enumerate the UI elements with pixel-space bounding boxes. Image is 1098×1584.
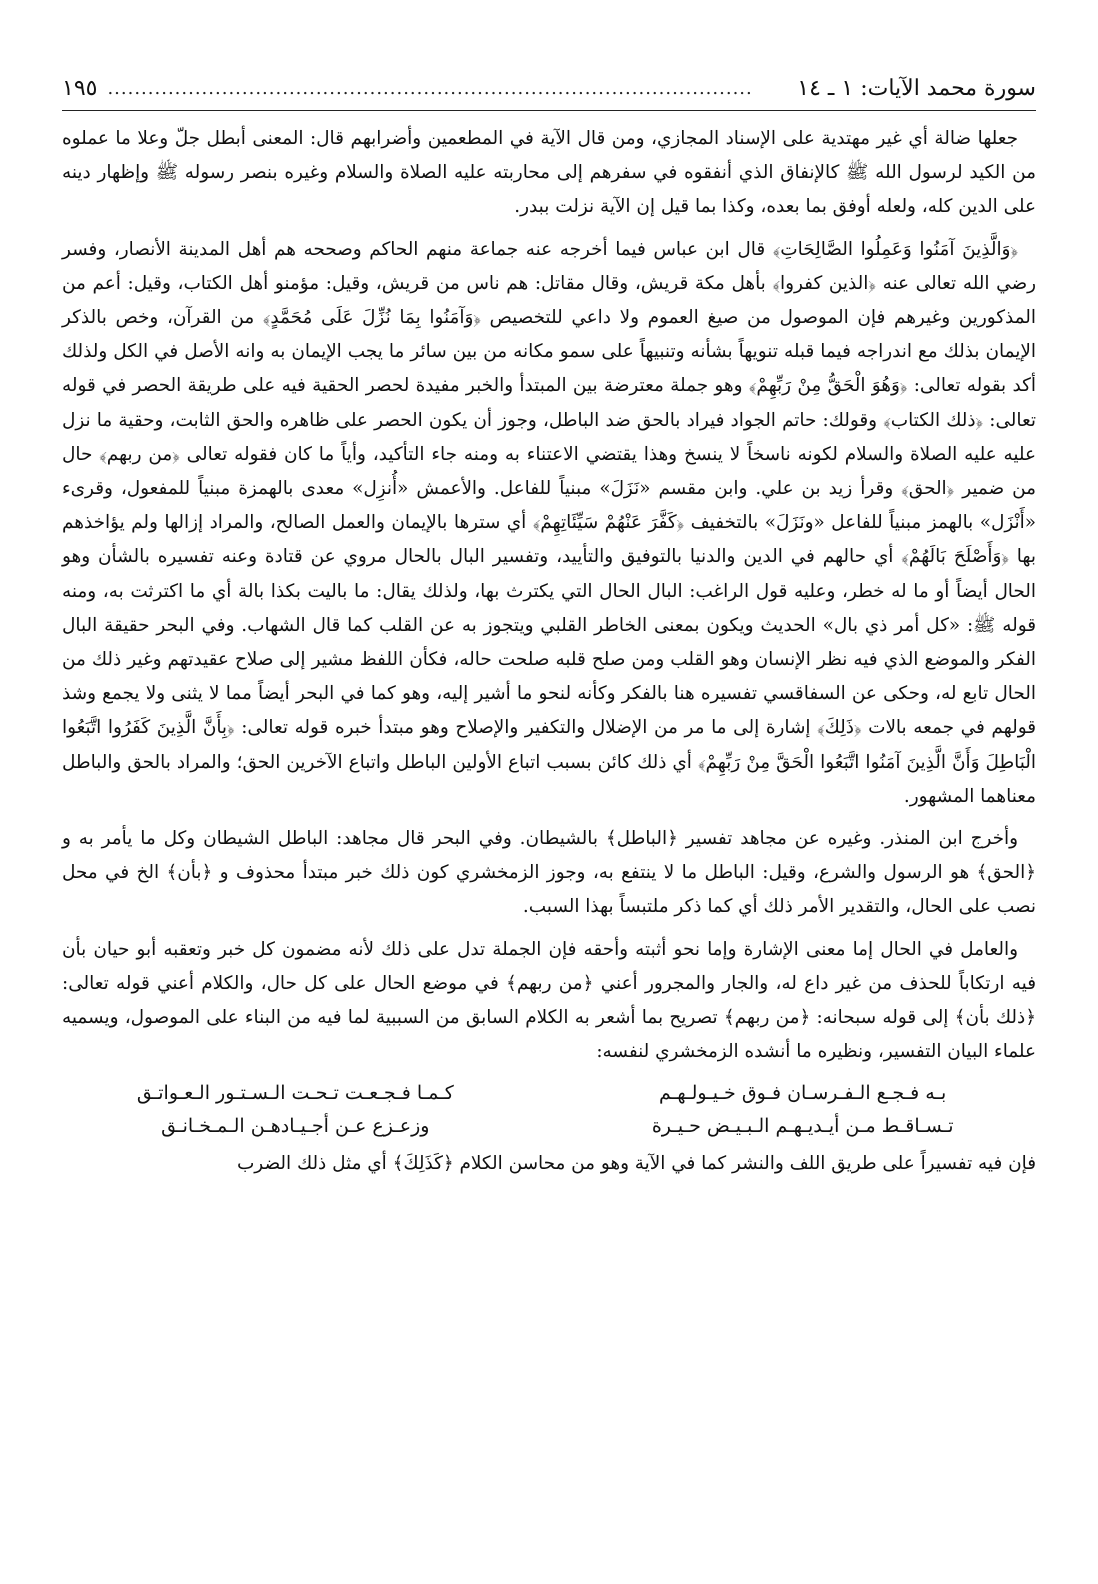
- running-header: [62, 68, 1036, 108]
- poem-hemistich-first: تـسـاقـط مـن أيـديـهـم الـبـيـض حـيـرة: [651, 1115, 954, 1138]
- paragraph-final: فإن فيه تفسيراً على طريق اللف والنشر كما في الآية وهو من محاسن الكلام ﴿كَذَلِكَ﴾ أي مثل ذلك الضرب: [236, 1153, 1036, 1175]
- poem-hemistich-first: بـه فـجـع الـفـرسـان فـوق خـيـولـهـم: [659, 1082, 947, 1105]
- poem-block: [62, 1077, 1036, 1143]
- poem-line: [62, 1077, 1036, 1110]
- page-number: ١٩٥: [62, 75, 98, 101]
- paragraph-3: وأخرج ابن المنذر. وغيره عن مجاهد تفسير ﴿الباطل﴾ بالشيطان. وفي البحر قال مجاهد: الباطل الشيطان وكل ما يأمر به و ﴿الحق﴾ هو الرسول والشرع، وقيل: الباطل ما لا ينتفع به، وجوز الزمخشري كون ذلك خبر مبتدأ محذوف و ﴿بأن﴾ الخ في محل نصب على الحال، والتقدير الأمر ذلك أي كما ذكر ملتبساً بهذا السبب.: [62, 828, 1036, 918]
- poem-hemistich-second: كـمـا فـجـعـت تـحـت الـسـتـور الـعـواتـق: [136, 1082, 454, 1105]
- header-leader-dots: ................................................................................................: [107, 77, 753, 99]
- page-body: [62, 122, 1036, 1190]
- header-divider: [62, 110, 1036, 111]
- poem-line: [62, 1110, 1036, 1143]
- header-title: سورة محمد الآيات: ١ ـ ١٤: [797, 75, 1036, 101]
- poem-hemistich-second: وزعـزع عـن أجـيـادهـن الـمـخـانـق: [161, 1115, 430, 1138]
- paragraph-1: جعلها ضالة أي غير مهتدية على الإسناد المجازي، ومن قال الآية في المطعمين وأضرابهم قال: المعنى أبطل جلّ وعلا ما عملوه من الكيد لرسول الله ﷺ كالإنفاق الذي أنفقوه في سفرهم إلى محاربته عليه الصلاة والسلام وغيره بنصر رسوله ﷺ وإظهار دينه على الدين كله، ولعله أوفق بما بعده، وكذا بما قيل إن الآية نزلت ببدر.: [62, 128, 1036, 218]
- paragraph-2: ﴿وَالَّذِينَ آمَنُوا وَعَمِلُوا الصَّالِحَاتِ﴾ قال ابن عباس فيما أخرجه عنه جماعة منهم الحاكم وصححه هم أهل المدينة الأنصار، وفسر رضي الله تعالى عنه ﴿الذين كفروا﴾ بأهل مكة قريش، وقال مقاتل: هم ناس من قريش، وقيل: مؤمنو أهل الكتاب، وقيل: أعم من المذكورين وغيرهم فإن الموصول من صيغ العموم ولا داعي للتخصيص ﴿وَآمَنُوا بِمَا نُزِّلَ عَلَى مُحَمَّدٍ﴾ من القرآن، وخص بالذكر الإيمان بذلك مع اندراجه فيما قبله تنويهاً بشأنه وتنبيهاً على سمو مكانه من بين سائر ما يجب الإيمان به وانه الأصل في الكل ولذلك أكد بقوله تعالى: ﴿وَهُوَ الْحَقُّ مِنْ رَبِّهِمْ﴾ وهو جملة معترضة بين المبتدأ والخبر مفيدة لحصر الحقية فيه على طريقة الحصر في قوله تعالى: ﴿ذلك الكتاب﴾ وقولك: حاتم الجواد فيراد بالحق ضد الباطل، وجوز أن يكون الحصر على ظاهره والحق الثابت، وحقية ما نزل عليه عليه الصلاة والسلام لكونه ناسخاً لا ينسخ وهذا يقتضي الاعتناء به ومنه جاء التأكيد، وأياً ما كان فقوله تعالى ﴿من ربهم﴾ حال من ضمير ﴿الحق﴾ وقرأ زيد بن علي. وابن مقسم «نَزَلَ» مبنياً للفاعل. والأعمش «أُنزِل» معدى بالهمزة مبنياً للمفعول، وقرىء «أَنْزَل» بالهمز مبنياً للفاعل «ونَزَلَ» بالتخفيف ﴿كَفَّرَ عَنْهُمْ سَيِّئَاتِهِمْ﴾ أي سترها بالإيمان والعمل الصالح، والمراد إزالها ولم يؤاخذهم بها ﴿وَأَصْلَحَ بَالَهُمْ﴾ أي حالهم في الدين والدنيا بالتوفيق والتأييد، وتفسير البال بالحال مروي عن قتادة وعنه تفسيره بالشأن وهو الحال أيضاً أو ما له خطر، وعليه قول الراغب: البال الحال التي يكترث بها، ولذلك يقال: ما باليت بكذا بالة أي ما اكترثت به، ومنه قوله ﷺ: «كل أمر ذي بال» الحديث ويكون بمعنى الخاطر القلبي ويتجوز به عن القلب كما قال الشهاب. وفي البحر حقيقة البال الفكر والموضع الذي فيه نظر الإنسان وهو القلب ومن صلح قلبه صلحت حاله، فكأن اللفظ مشير إلى صلاح عقيدتهم وغير ذلك من الحال تابع له، وحكى عن السفاقسي تفسيره هنا بالفكر وكأنه لنحو ما أشير إليه، وهو كما في البحر أيضاً مما لا يثنى ولا يجمع وشذ قولهم في جمعه بالات ﴿ذَلِكَ﴾ إشارة إلى ما مر من الإضلال والتكفير والإصلاح وهو مبتدأ خبره قوله تعالى: ﴿بِأَنَّ الَّذِينَ كَفَرُوا اتَّبَعُوا الْبَاطِلَ وَأَنَّ الَّذِينَ آمَنُوا اتَّبَعُوا الْحَقَّ مِنْ رَبِّهِمْ﴾ أي ذلك كائن بسبب اتباع الأولين الباطل واتباع الآخرين الحق؛ والمراد بالحق والباطل معناهما المشهور.: [62, 238, 1036, 807]
- paragraph-4: والعامل في الحال إما معنى الإشارة وإما نحو أثبته وأحقه فإن الجملة تدل على ذلك لأنه مضمون كل خبر وتعقبه أبو حيان بأن فيه ارتكاباً للحذف من غير داع له، والجار والمجرور أعني ﴿من ربهم﴾ في موضع الحال على كل حال، والكلام أعني قوله تعالى: ﴿ذلك بأن﴾ إلى قوله سبحانه: ﴿من ربهم﴾ تصريح بما أشعر به الكلام السابق من السببية لما فيه من البناء على الموصول، ويسميه علماء البيان التفسير، ونظيره ما أنشده الزمخشري لنفسه:: [62, 938, 1036, 1063]
